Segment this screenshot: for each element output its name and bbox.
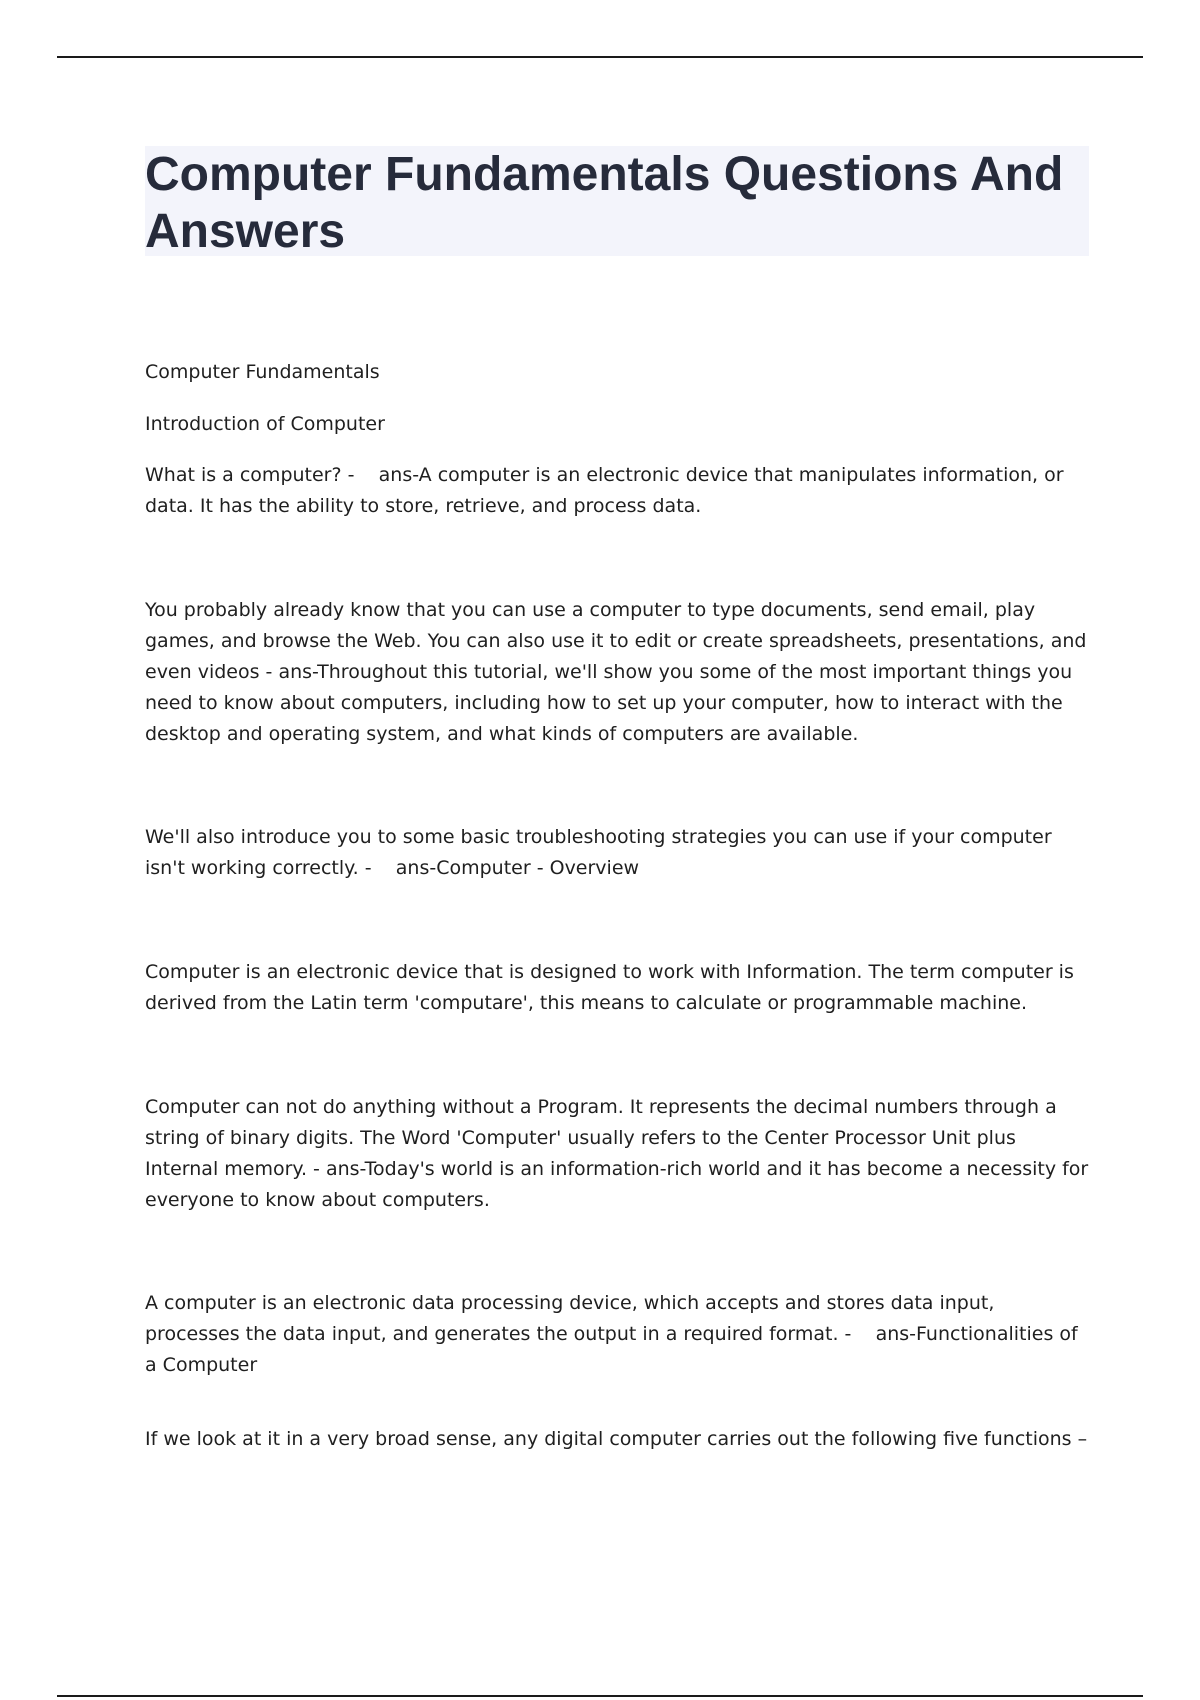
- section-subheading: Introduction of Computer: [145, 413, 385, 435]
- question-text: A computer is an electronic data processing device, which accepts and stores data input, processes the data input, and generates the output in a required format. -: [145, 1292, 995, 1345]
- answer-text: ans-Throughout this tutorial, we'll show you some of the most important things you need to know about computers, including how to set up your computer, how to interact with the desktop and operating system, and what kinds of computers are available.: [145, 661, 1073, 745]
- question-text: What is a computer? -: [145, 464, 355, 486]
- qa-paragraph: [145, 460, 1095, 522]
- qa-block-2: [145, 595, 1095, 750]
- question-text: You probably already know that you can use a computer to type documents, send email, play games, and browse the Web. You can also use it to edit or create spreadsheets, presentations, and even videos -: [145, 599, 1087, 683]
- footer-rule: [57, 1695, 1143, 1697]
- answer-text: ans-A computer is an electronic device that manipulates information, or data. It has the ability to store, retrieve, and process data.: [145, 464, 1064, 517]
- qa-paragraph: [145, 595, 1095, 750]
- section-heading: Computer Fundamentals: [145, 361, 380, 383]
- qa-block-3: [145, 822, 1095, 884]
- qa-paragraph: [145, 1288, 1095, 1381]
- title-block: [145, 146, 1089, 256]
- qa-paragraph: [145, 822, 1095, 884]
- answer-text: ans-Computer - Overview: [395, 857, 640, 879]
- answer-text: ans-Today's world is an information-rich world and it has become a necessity for everyone to know about computers.: [145, 1158, 1089, 1211]
- question-text: We'll also introduce you to some basic troubleshooting strategies you can use if your computer isn't working correctly. -: [145, 826, 1052, 879]
- question-text: If we look at it in a very broad sense, any digital computer carries out the following five functions –: [145, 1428, 1088, 1450]
- heading-computer-fundamentals: [145, 357, 1095, 388]
- heading-introduction: [145, 409, 1095, 440]
- qa-paragraph: [145, 1092, 1095, 1216]
- answer-text: ans-Functionalities of a Computer: [145, 1323, 1078, 1376]
- page-title: Computer Fundamentals Questions And Answers: [145, 148, 1064, 258]
- qa-paragraph: [145, 957, 1095, 1019]
- qa-block-6: [145, 1288, 1095, 1381]
- question-text: Computer is an electronic device that is designed to work with Information. The term computer is derived from the Latin term 'computare', this means to calculate or programmable machine.: [145, 961, 1074, 1014]
- qa-block-4: [145, 957, 1095, 1019]
- qa-block-5: [145, 1092, 1095, 1216]
- question-text: Computer can not do anything without a Program. It represents the decimal numbers through a string of binary digits. The Word 'Computer' usually refers to the Center Processor Unit plus Internal memory. -: [145, 1096, 1057, 1180]
- qa-block-7: [145, 1424, 1095, 1455]
- qa-paragraph: [145, 1424, 1095, 1455]
- header-rule: [57, 56, 1143, 58]
- qa-block-1: [145, 460, 1095, 522]
